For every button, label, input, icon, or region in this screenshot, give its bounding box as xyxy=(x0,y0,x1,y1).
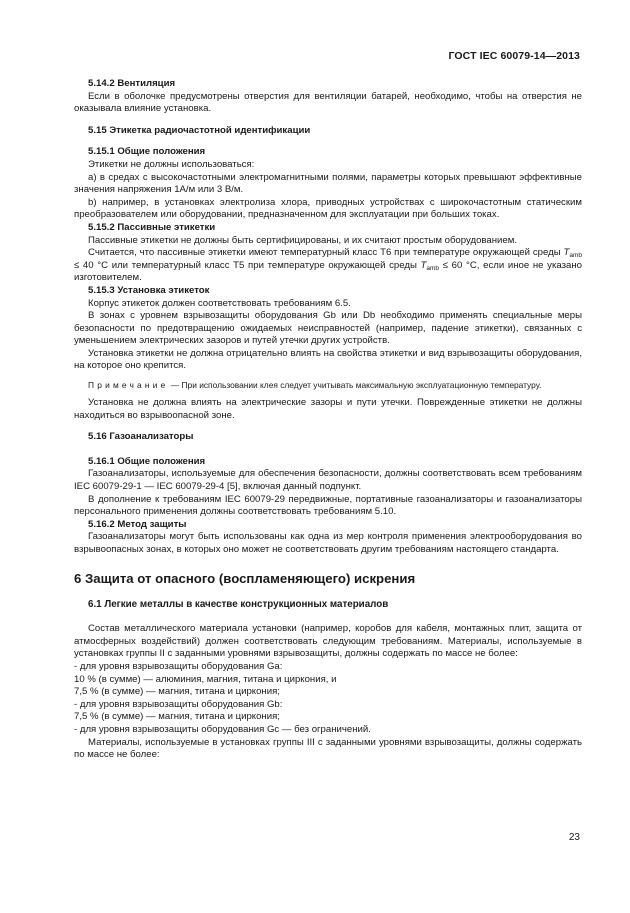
paragraph: Состав металлического материала установки (например, коробов для кабеля, монтажных плит, защита от атмосферных воздействий) должен соответствовать следующим требованиям. Материалы, используемые в установках группы II с заданными уровнями взрывозащиты, должны содержать по массе не более: xyxy=(74,623,582,660)
paragraph: Если в оболочке предусмотрены отверстия для вентиляции батарей, необходимо, чтобы на отверстия не оказывала влияние установка. xyxy=(74,90,582,115)
paragraph: Материалы, используемые в установках группы III с заданными уровнями взрывозащиты, должны содержать по массе не более: xyxy=(74,736,582,761)
paragraph: Пассивные этикетки не должны быть сертифицированы, и их считают простым оборудованием. xyxy=(88,234,517,246)
text-run: ≤ 60 °С, если иное не указано изготовителем. xyxy=(74,259,582,284)
paragraph: Корпус этикеток должен соответствовать требованиям 6.5. xyxy=(88,297,351,309)
list-item: 7,5 % (в сумме) — магния, титана и циркония; xyxy=(74,711,280,723)
heading-5-16: 5.16 Газоанализаторы xyxy=(88,431,194,443)
standard-header: ГОСТ IEC 60079-14—2013 xyxy=(448,50,580,62)
page-number: 23 xyxy=(568,832,580,843)
list-item: a) в средах с высокочастотными электромагнитными полями, параметры которых превышают эффективные значения напряжения 1А/м или 3 В/м. xyxy=(74,171,582,196)
list-item: b) например, в установках электролиза хлора, приводных устройствах с широкочастотным статическим преобразователем или оборудовании, предназначенном для эксплуатации при больших токах. xyxy=(74,196,582,221)
heading-section-6: 6 Защита от опасного (воспламеняющего) искрения xyxy=(74,570,416,586)
paragraph: Этикетки не должны использоваться: xyxy=(88,158,255,170)
heading-5-15: 5.15 Этикетка радиочастотной идентификации xyxy=(88,124,311,136)
t-subscript: amb xyxy=(426,264,440,272)
note-label: Примечание xyxy=(88,380,169,391)
list-item: 10 % (в сумме) — алюминия, магния, титана и циркония, и xyxy=(74,673,337,685)
t-symbol: T xyxy=(420,259,427,271)
heading-5-15-1: 5.15.1 Общие положения xyxy=(88,146,206,158)
paragraph: Газоанализаторы, используемые для обеспечения безопасности, должны соответствовать всем требованиям IEC 60079-29-1 — IEC 60079-29-4 [5], включая данный подпункт. xyxy=(74,468,582,493)
t-symbol: T xyxy=(563,247,570,259)
note-text: — При использовании клея следует учитывать максимальную эксплуатационную температуру. xyxy=(168,380,542,391)
text-run: Считается, что пассивные этикетки имеют температурный класс Т6 при температуре окружающей среды xyxy=(88,247,564,259)
text-run: ≤ 40 °С или температурный класс Т5 при температуре окружающей среды xyxy=(74,259,421,271)
note xyxy=(74,379,582,391)
heading-5-15-3: 5.15.3 Установка этикеток xyxy=(88,284,210,296)
paragraph: Газоанализаторы могут быть использованы как одна из мер контроля применения электрооборудования во взрывоопасных зонах, в которых оно может не соответствовать другим требованиям настоящего стандарта. xyxy=(74,531,582,555)
paragraph: В дополнение к требованиям IEC 60079-29 передвижные, портативные газоанализаторы и газоанализаторы персонального применения должны соответствовать требованиям 5.10. xyxy=(74,493,582,518)
page-body xyxy=(74,78,582,762)
paragraph: В зонах с уровнем взрывозащиты оборудования Gb или Db необходимо применять специальные меры безопасности по предотвращению ожидаемых неисправностей (например, падение этикетки), связанных с уменьшением электрических зазоров и путей утечки других устройств. xyxy=(74,310,582,347)
heading-5-16-1: 5.16.1 Общие положения xyxy=(88,455,206,467)
paragraph-temperature xyxy=(74,247,582,285)
list-item: 7,5 % (в сумме) — магния, титана и циркония; xyxy=(74,686,280,698)
heading-5-15-2: 5.15.2 Пассивные этикетки xyxy=(88,221,216,233)
heading-5-16-2: 5.16.2 Метод защиты xyxy=(88,518,187,530)
list-item: - для уровня взрывозащиты оборудования Gb: xyxy=(74,698,283,710)
t-subscript: amb xyxy=(569,252,582,260)
list-item: - для уровня взрывозащиты оборудования Ga: xyxy=(74,660,283,672)
paragraph: Установка этикетки не должна отрицательно влиять на свойства этикетки и вид взрывозащиты оборудования, на которое оно крепится. xyxy=(74,347,582,372)
paragraph: Установка не должна влиять на электрические зазоры и пути утечки. Поврежденные этикетки не должны находиться во взрывоопасной зоне. xyxy=(74,397,582,421)
heading-5-14-2: 5.14.2 Вентиляция xyxy=(88,78,176,89)
heading-6-1: 6.1 Легкие металлы в качестве конструкционных материалов xyxy=(88,598,389,610)
list-item: - для уровня взрывозащиты оборудования Gc — без ограничений. xyxy=(74,723,371,735)
